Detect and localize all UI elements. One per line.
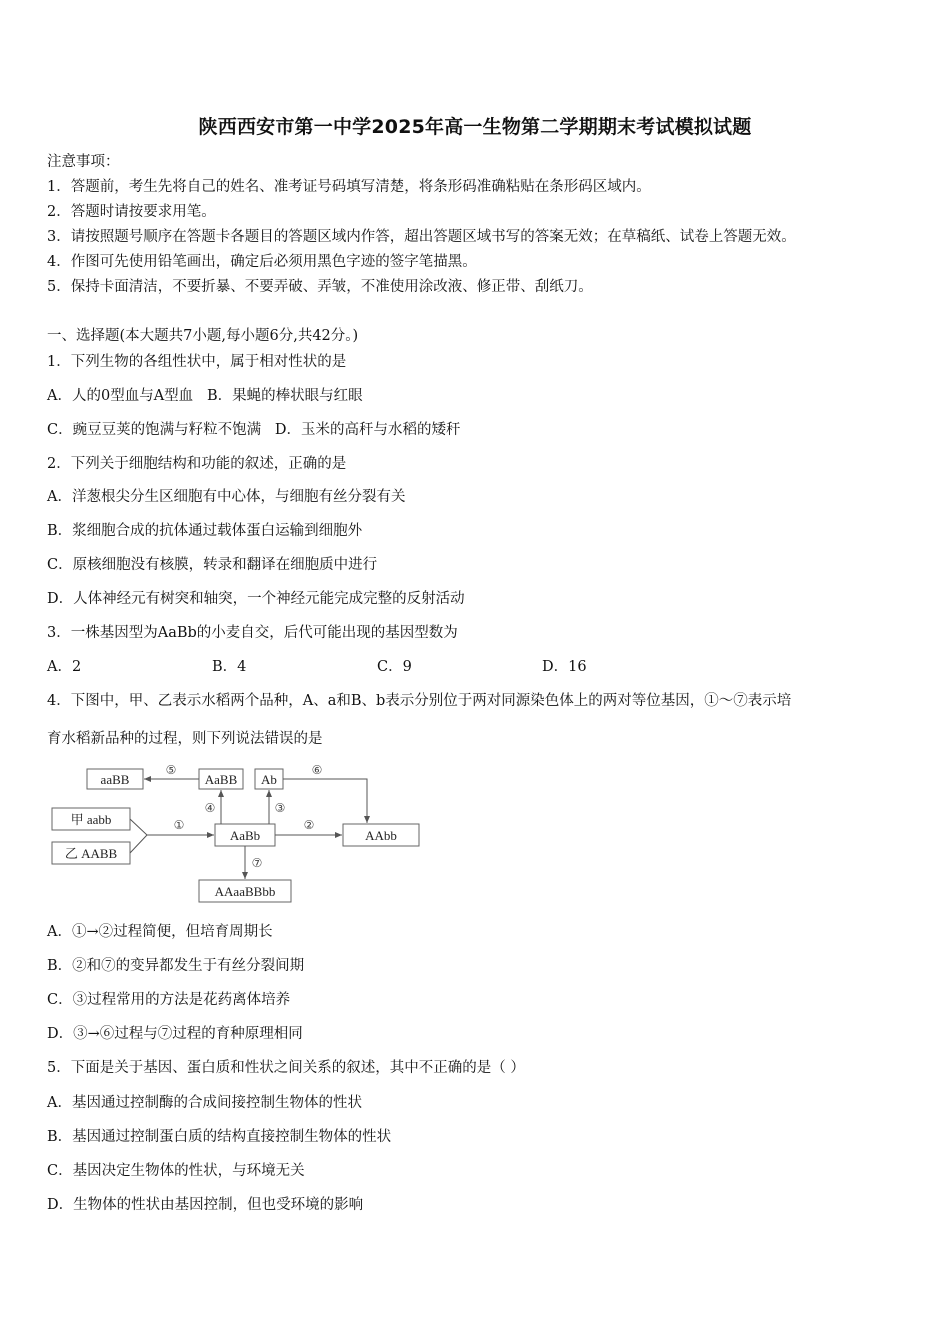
q1-option-c: C．豌豆豆荚的饱满与籽粒不饱满 — [47, 422, 262, 438]
page-title: 陕西西安市第一中学2025年高一生物第二学期期末考试模拟试题 — [198, 116, 752, 138]
q4-stem-line1: 4．下图中，甲、乙表示水稻两个品种，A、a和B、b表示分别位于两对同源染色体上的两对等位基因，①～⑦表示培 — [47, 693, 792, 709]
q3-option-a: A．2 — [47, 659, 82, 675]
q2-option-a: A．洋葱根尖分生区细胞有中心体，与细胞有丝分裂有关 — [47, 489, 406, 505]
label-AAaaBBbb: AAaaBBbb — [214, 884, 276, 899]
step-7: ⑦ — [251, 856, 263, 870]
label-Ab: Ab — [261, 772, 277, 787]
label-AAbb: AAbb — [365, 828, 397, 843]
q2-option-c: C．原核细胞没有核膜，转录和翻译在细胞质中进行 — [47, 557, 378, 573]
q4-option-b: B．②和⑦的变异都发生于有丝分裂间期 — [47, 958, 305, 974]
q3-option-c: C．9 — [377, 659, 412, 675]
arrow-6 — [283, 779, 367, 823]
step-3: ③ — [274, 801, 286, 815]
q5-stem: 5．下面是关于基因、蛋白质和性状之间关系的叙述，其中不正确的是（ ） — [47, 1060, 525, 1076]
label-yi: 乙 AABB — [64, 846, 118, 861]
q1-option-a: A．人的0型血与A型血 — [47, 388, 194, 404]
q2-stem: 2．下列关于细胞结构和功能的叙述，正确的是 — [47, 456, 347, 472]
q2-option-b: B．浆细胞合成的抗体通过载体蛋白运输到细胞外 — [47, 523, 363, 539]
notice-item-1: 1．答题前，考生先将自己的姓名、准考证号码填写清楚，将条形码准确粘贴在条形码区域内。 — [47, 179, 651, 195]
label-AaBb: AaBb — [229, 828, 261, 843]
step-5: ⑤ — [165, 763, 177, 777]
q1-stem: 1．下列生物的各组性状中，属于相对性状的是 — [47, 354, 347, 370]
label-AaBB: AaBB — [204, 772, 238, 787]
q4-option-a: A．①→②过程简便，但培育周期长 — [47, 924, 273, 940]
q3-option-b: B．4 — [212, 659, 247, 675]
q2-option-d: D．人体神经元有树突和轴突，一个神经元能完成完整的反射活动 — [47, 591, 465, 607]
q1-option-d: D．玉米的高秆与水稻的矮秆 — [274, 422, 461, 438]
q5-option-c: C．基因决定生物体的性状，与环境无关 — [47, 1163, 305, 1179]
merge-bracket — [130, 819, 147, 853]
notice-item-3: 3．请按照题号顺序在答题卡各题目的答题区域内作答，超出答题区域书写的答案无效；在草稿纸、试卷上答题无效。 — [47, 229, 796, 245]
step-4: ④ — [204, 801, 216, 815]
step-2: ② — [303, 818, 315, 832]
q1-option-b: B．果蝇的棒状眼与红眼 — [207, 388, 363, 404]
step-1: ① — [173, 818, 185, 832]
q3-option-d: D．16 — [542, 659, 587, 675]
breeding-diagram — [47, 762, 427, 906]
q5-option-b: B．基因通过控制蛋白质的结构直接控制生物体的性状 — [47, 1129, 392, 1145]
q4-option-c: C．③过程常用的方法是花药离体培养 — [47, 992, 291, 1008]
notice-item-5: 5．保持卡面清洁，不要折暴、不要弄破、弄皱，不准使用涂改液、修正带、刮纸刀。 — [47, 279, 593, 295]
label-jia: 甲 aabb — [70, 812, 112, 827]
q4-stem-line2: 育水稻新品种的过程，则下列说法错误的是 — [47, 731, 323, 747]
q1-options-row2 — [47, 420, 461, 440]
q4-option-d: D．③→⑥过程与⑦过程的育种原理相同 — [47, 1026, 303, 1042]
q5-option-a: A．基因通过控制酶的合成间接控制生物体的性状 — [47, 1095, 362, 1111]
notice-item-4: 4．作图可先使用铅笔画出，确定后必须用黑色字迹的签字笔描黑。 — [47, 254, 477, 270]
notice-item-2: 2．答题时请按要求用笔。 — [47, 204, 216, 220]
q5-option-d: D．生物体的性状由基因控制，但也受环境的影响 — [47, 1197, 364, 1213]
step-6: ⑥ — [311, 763, 323, 777]
notice-heading: 注意事项： — [47, 154, 120, 170]
q3-stem: 3．一株基因型为AaBb的小麦自交，后代可能出现的基因型数为 — [47, 625, 458, 641]
q1-options-row1 — [47, 386, 363, 406]
label-aaBB: aaBB — [100, 772, 130, 787]
section-heading: 一、选择题(本大题共7小题,每小题6分,共42分。) — [47, 328, 359, 344]
